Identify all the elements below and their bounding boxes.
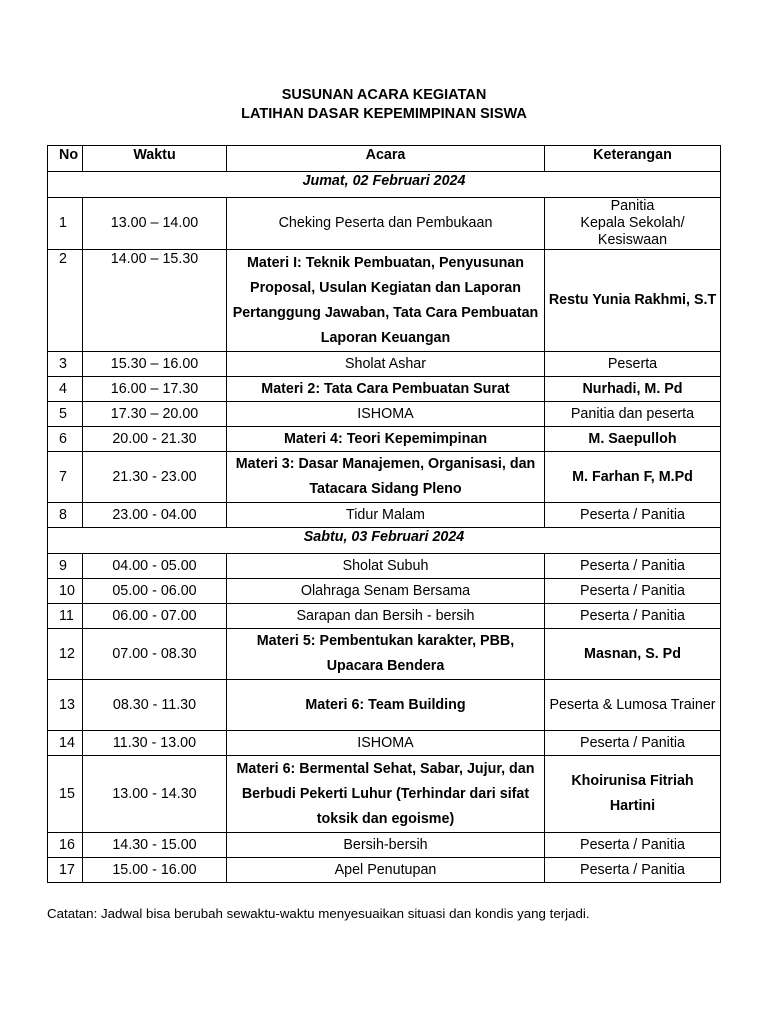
row-time: 06.00 - 07.00	[83, 604, 227, 629]
column-header-note: Keterangan	[545, 146, 721, 172]
row-time: 15.00 - 16.00	[83, 858, 227, 883]
row-time: 23.00 - 04.00	[83, 503, 227, 528]
table-row	[48, 731, 721, 756]
row-note: Nurhadi, M. Pd	[545, 377, 721, 402]
footer-note: Catatan: Jadwal bisa berubah sewaktu-waktu menyesuaikan situasi dan kondis yang terjadi.	[47, 906, 590, 921]
row-number: 12	[48, 629, 83, 680]
row-number: 16	[48, 833, 83, 858]
day-header-row	[48, 528, 721, 554]
row-number: 14	[48, 731, 83, 756]
row-time: 11.30 - 13.00	[83, 731, 227, 756]
row-note: Peserta / Panitia	[545, 833, 721, 858]
row-note: Khoirunisa Fitriah Hartini	[545, 756, 721, 833]
day-date: Sabtu, 03 Februari 2024	[48, 528, 721, 554]
row-number: 9	[48, 554, 83, 579]
row-note: Restu Yunia Rakhmi, S.T	[545, 250, 721, 352]
row-number: 3	[48, 352, 83, 377]
row-event: ISHOMA	[227, 731, 545, 756]
row-time: 16.00 – 17.30	[83, 377, 227, 402]
day-header-row	[48, 172, 721, 198]
table-row	[48, 402, 721, 427]
table-row	[48, 629, 721, 680]
row-time: 04.00 - 05.00	[83, 554, 227, 579]
row-event: Tidur Malam	[227, 503, 545, 528]
row-event: Sholat Ashar	[227, 352, 545, 377]
row-note: Panitia dan peserta	[545, 402, 721, 427]
row-time: 20.00 - 21.30	[83, 427, 227, 452]
row-event: Materi 4: Teori Kepemimpinan	[227, 427, 545, 452]
row-event: Sholat Subuh	[227, 554, 545, 579]
table-row	[48, 427, 721, 452]
row-time: 14.00 – 15.30	[83, 250, 227, 352]
row-note: Panitia Kepala Sekolah/ Kesiswaan	[545, 198, 721, 250]
row-number: 15	[48, 756, 83, 833]
row-note: Peserta / Panitia	[545, 503, 721, 528]
row-number: 8	[48, 503, 83, 528]
row-event: Materi 6: Team Building	[227, 680, 545, 731]
document-title: SUSUNAN ACARA KEGIATAN	[281, 87, 487, 103]
row-event: Olahraga Senam Bersama	[227, 579, 545, 604]
row-time: 15.30 – 16.00	[83, 352, 227, 377]
row-note: M. Saepulloh	[545, 427, 721, 452]
table-row	[48, 604, 721, 629]
document-subtitle: LATIHAN DASAR KEPEMIMPINAN SISWA	[241, 106, 527, 122]
row-time: 13.00 - 14.30	[83, 756, 227, 833]
row-event: Materi I: Teknik Pembuatan, Penyusunan Proposal, Usulan Kegiatan dan Laporan Pertanggung Jawaban, Tata Cara Pembuatan Laporan Keuangan	[227, 250, 545, 352]
table-row	[48, 680, 721, 731]
table-row	[48, 377, 721, 402]
row-note: Peserta / Panitia	[545, 858, 721, 883]
row-number: 5	[48, 402, 83, 427]
row-note: Peserta / Panitia	[545, 604, 721, 629]
row-number: 10	[48, 579, 83, 604]
table-header-row	[48, 146, 721, 172]
row-number: 7	[48, 452, 83, 503]
row-note: Peserta / Panitia	[545, 579, 721, 604]
table-row	[48, 503, 721, 528]
row-number: 4	[48, 377, 83, 402]
row-number: 2	[48, 250, 83, 352]
table-row	[48, 198, 721, 250]
row-time: 21.30 - 23.00	[83, 452, 227, 503]
schedule-table	[47, 145, 721, 883]
row-event: Apel Penutupan	[227, 858, 545, 883]
row-event: Materi 5: Pembentukan karakter, PBB, Upacara Bendera	[227, 629, 545, 680]
row-event: ISHOMA	[227, 402, 545, 427]
row-event: Sarapan dan Bersih - bersih	[227, 604, 545, 629]
column-header-no: No	[48, 146, 83, 172]
table-row	[48, 579, 721, 604]
row-time: 05.00 - 06.00	[83, 579, 227, 604]
column-header-time: Waktu	[83, 146, 227, 172]
row-event: Bersih-bersih	[227, 833, 545, 858]
row-time: 13.00 – 14.00	[83, 198, 227, 250]
table-row	[48, 756, 721, 833]
row-event: Cheking Peserta dan Pembukaan	[227, 198, 545, 250]
table-row	[48, 452, 721, 503]
row-note: M. Farhan F, M.Pd	[545, 452, 721, 503]
row-event: Materi 6: Bermental Sehat, Sabar, Jujur, dan Berbudi Pekerti Luhur (Terhindar dari sifat toksik dan egoisme)	[227, 756, 545, 833]
row-number: 6	[48, 427, 83, 452]
table-row	[48, 858, 721, 883]
row-note: Peserta & Lumosa Trainer	[545, 680, 721, 731]
table-row	[48, 352, 721, 377]
table-row	[48, 554, 721, 579]
row-event: Materi 3: Dasar Manajemen, Organisasi, dan Tatacara Sidang Pleno	[227, 452, 545, 503]
row-event: Materi 2: Tata Cara Pembuatan Surat	[227, 377, 545, 402]
row-time: 14.30 - 15.00	[83, 833, 227, 858]
row-time: 17.30 – 20.00	[83, 402, 227, 427]
column-header-event: Acara	[227, 146, 545, 172]
row-time: 08.30 - 11.30	[83, 680, 227, 731]
row-note: Peserta / Panitia	[545, 554, 721, 579]
day-date: Jumat, 02 Februari 2024	[48, 172, 721, 198]
row-time: 07.00 - 08.30	[83, 629, 227, 680]
table-row	[48, 833, 721, 858]
row-note: Peserta	[545, 352, 721, 377]
row-note: Peserta / Panitia	[545, 731, 721, 756]
table-row	[48, 250, 721, 352]
row-number: 13	[48, 680, 83, 731]
row-number: 17	[48, 858, 83, 883]
row-note: Masnan, S. Pd	[545, 629, 721, 680]
row-number: 11	[48, 604, 83, 629]
row-number: 1	[48, 198, 83, 250]
